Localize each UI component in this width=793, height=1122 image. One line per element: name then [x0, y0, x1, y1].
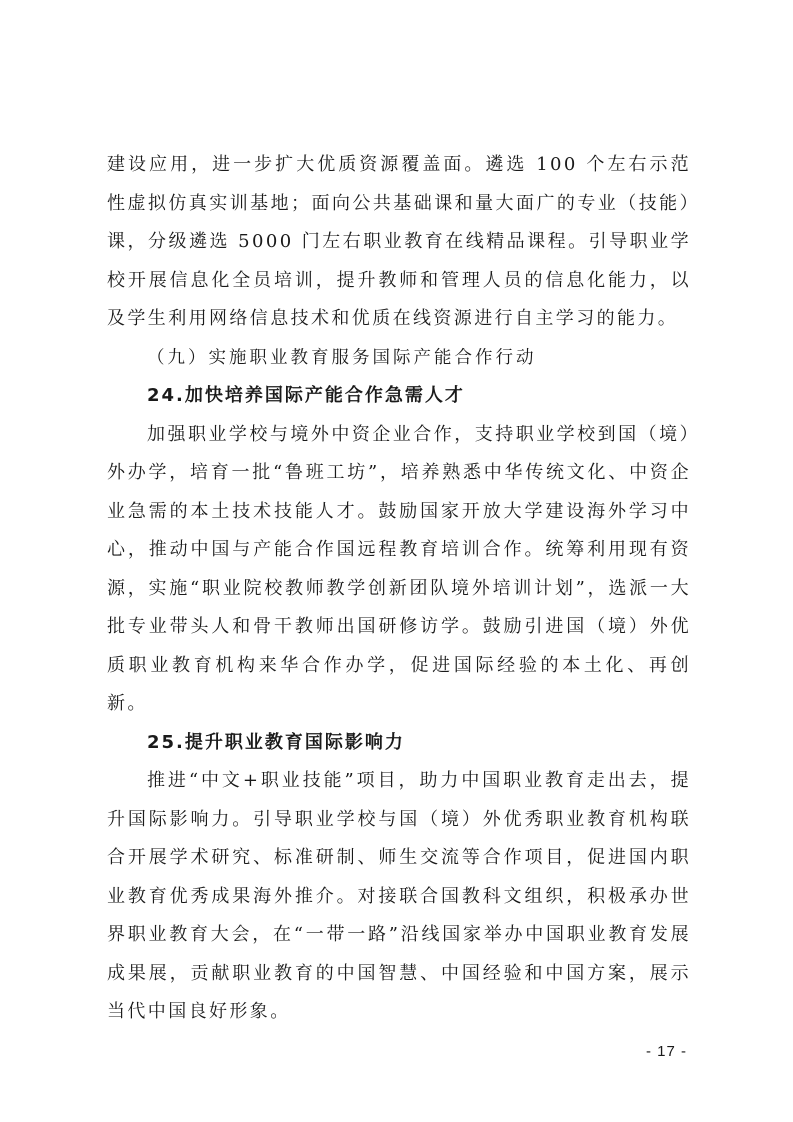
page-number: - 17 -	[646, 1043, 688, 1060]
subheading-24: 24.加快培养国际产能合作急需人才	[147, 385, 465, 406]
subheading-25: 25.提升职业教育国际影响力	[147, 731, 405, 753]
paragraph-25: 推进“中文+职业技能”项目，助力中国职业教育走出去，提升国际影响力。引导职业学校与国（境）外优秀职业教育机构联合开展学术研究、标准研制、师生交流等合作项目，促进国内职业教育优秀成果海外推介。对接联合国教科文组织，积极承办世界职业教育大会，在“一带一路”沿线国家举办中国职业教育发展成果展，贡献职业教育的中国智慧、中国经验和中国方案，展示当代中国良好形象。	[107, 770, 691, 1022]
section-heading-9: （九）实施职业教育服务国际产能合作行动	[147, 347, 537, 368]
document-body	[107, 146, 691, 1032]
paragraph-continued: 建设应用，进一步扩大优质资源覆盖面。遴选 100 个左右示范性虚拟仿真实训基地；面向公共基础课和量大面广的专业（技能）课，分级遴选 5000 门左右职业教育在线精品课程。引导职业学校开展信息化全员培训，提升教师和管理人员的信息化能力，以及学生利用网络信息技术和优质在线资源进行自主学习的能力。	[107, 154, 691, 329]
paragraph-24: 加强职业学校与境外中资企业合作，支持职业学校到国（境）外办学，培育一批“鲁班工坊”，培养熟悉中华传统文化、中资企业急需的本土技术技能人才。鼓励国家开放大学建设海外学习中心，推动中国与产能合作国远程教育培训合作。统筹利用现有资源，实施“职业院校教师教学创新团队境外培训计划”，选派一大批专业带头人和骨干教师出国研修访学。鼓励引进国（境）外优质职业教育机构来华合作办学，促进国际经验的本土化、再创新。	[107, 423, 691, 714]
